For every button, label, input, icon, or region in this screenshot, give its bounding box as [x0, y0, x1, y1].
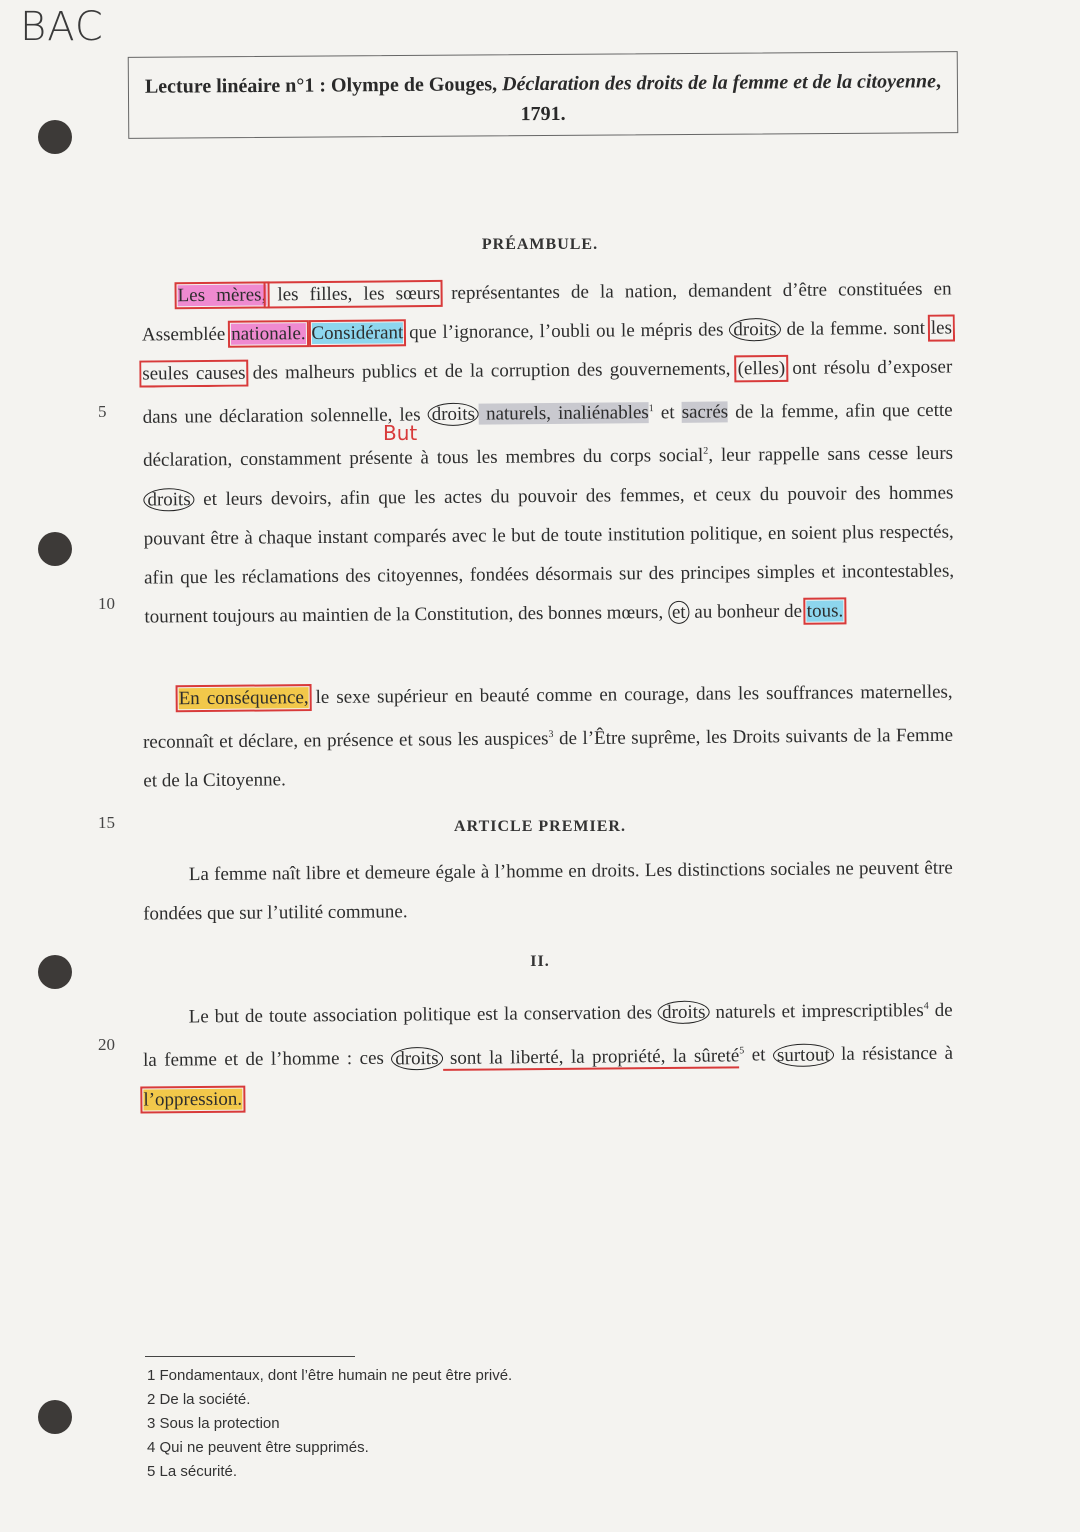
- handwritten-label: BAC: [20, 4, 104, 50]
- footnotes: [147, 1364, 512, 1484]
- footnote-1: 1 Fondamentaux, dont l’être humain ne peut être privé.: [147, 1367, 513, 1384]
- circled-droits-1: droits: [729, 318, 780, 341]
- annotation-but: But: [383, 421, 418, 445]
- title-year: , 1791.: [520, 70, 942, 126]
- article-1-text: La femme naît libre et demeure égale à l’homme en droits. Les distinctions sociales ne peuvent être fondées que sur l’utilité commune.: [143, 857, 953, 925]
- highlight-considerant: Considérant: [311, 322, 404, 345]
- highlight-en-consequence: En conséquence,: [178, 687, 309, 710]
- footnote-2: 2 De la société.: [147, 1391, 251, 1408]
- title-work: Déclaration des droits de la femme et de la citoyenne: [502, 70, 937, 96]
- article-2-text: Le but de toute association politique est la conservation des droits naturels et imprescriptibles$^4$ de la femme et de l’homme : ces droits sont la liberté, la propriété, la sûreté$^5$ et surtout la résistance à l’oppression.: [142, 999, 954, 1111]
- article-1-heading: ARTICLE PREMIER.: [454, 818, 626, 835]
- preamble-paragraph-1: Les mères, les filles, les sœurs représentantes de la nation, demandent d’être constituées en Assemblée nationale. Considérant que l’ignorance, l’oubli ou le mépris des droits de la femme. sont les seules causes des malheurs publics et de la corruption des gouvernements, (elles) ont résolu d’exposer dans une déclaration solennelle, les droits naturels, inaliénables$^1$ et sacrés de la femme, afin que cette déclaration, constamment présente à tous les membres du corps social$^2$, leur rappelle sans cesse leurs droits et leurs devoirs, afin que les actes du pouvoir des femmes, et ceux du pouvoir des hommes pouvant être à chaque instant comparés avec le but de toute institution politique, en soient plus respectés, afin que les réclamations des citoyennes, fondées désormais sur des principes simples et incontestables, tournent toujours au maintien de la Constitution, des bonnes mœurs, et au bonheur de tous.: [141, 278, 955, 628]
- underlined-liberte-propriete: sont la liberté, la propriété, la sûreté: [442, 1044, 740, 1069]
- line-number-5: 5: [98, 402, 107, 421]
- circled-droits-3: droits: [143, 488, 194, 511]
- boxed-elles: (elles): [737, 357, 786, 380]
- highlight-tous: tous.: [806, 600, 844, 622]
- footnote-separator: [145, 1356, 355, 1357]
- boxed-seules-causes: les seules causes: [142, 317, 953, 385]
- footnote-4: 4 Qui ne peuvent être supprimés.: [147, 1439, 369, 1456]
- highlight-nationale: nationale.: [231, 323, 306, 345]
- binder-hole-1: [38, 120, 72, 154]
- highlight-oppression: l’oppression.: [143, 1088, 243, 1111]
- title-lead: Lecture linéaire n°1 : Olympe de Gouges,: [144, 73, 498, 98]
- line-number-20: 20: [98, 1035, 115, 1054]
- circled-droits-5: droits: [391, 1047, 442, 1070]
- binder-hole-2: [38, 532, 72, 566]
- boxed-filles-soeurs: les filles, les sœurs: [266, 282, 441, 306]
- preamble-paragraph-2: En conséquence, le sexe supérieur en beauté comme en courage, dans les souffrances maternelles, reconnaît et déclare, en présence et sous les auspices$^3$ de l’Être suprême, les Droits suivants de la Femme et de la Citoyenne.: [142, 681, 954, 792]
- circled-droits-2: droits: [428, 403, 479, 426]
- circled-surtout: surtout: [773, 1043, 834, 1067]
- document-title-box: [128, 51, 959, 139]
- preamble-heading: PRÉAMBULE.: [481, 236, 599, 253]
- article-2-heading: II.: [530, 953, 550, 970]
- footnote-5: 5 La sécurité.: [147, 1463, 238, 1480]
- highlight-meres: Les mères,: [177, 284, 267, 307]
- highlight-naturels: naturels, inaliénables: [478, 402, 649, 425]
- line-number-10: 10: [98, 594, 115, 613]
- line-number-15: 15: [98, 813, 115, 832]
- footnote-3: 3 Sous la protection: [147, 1415, 280, 1432]
- circled-droits-4: droits: [658, 1001, 709, 1024]
- circled-et: et: [668, 600, 690, 623]
- binder-hole-4: [38, 1400, 72, 1434]
- highlight-sacres: sacrés: [681, 401, 729, 424]
